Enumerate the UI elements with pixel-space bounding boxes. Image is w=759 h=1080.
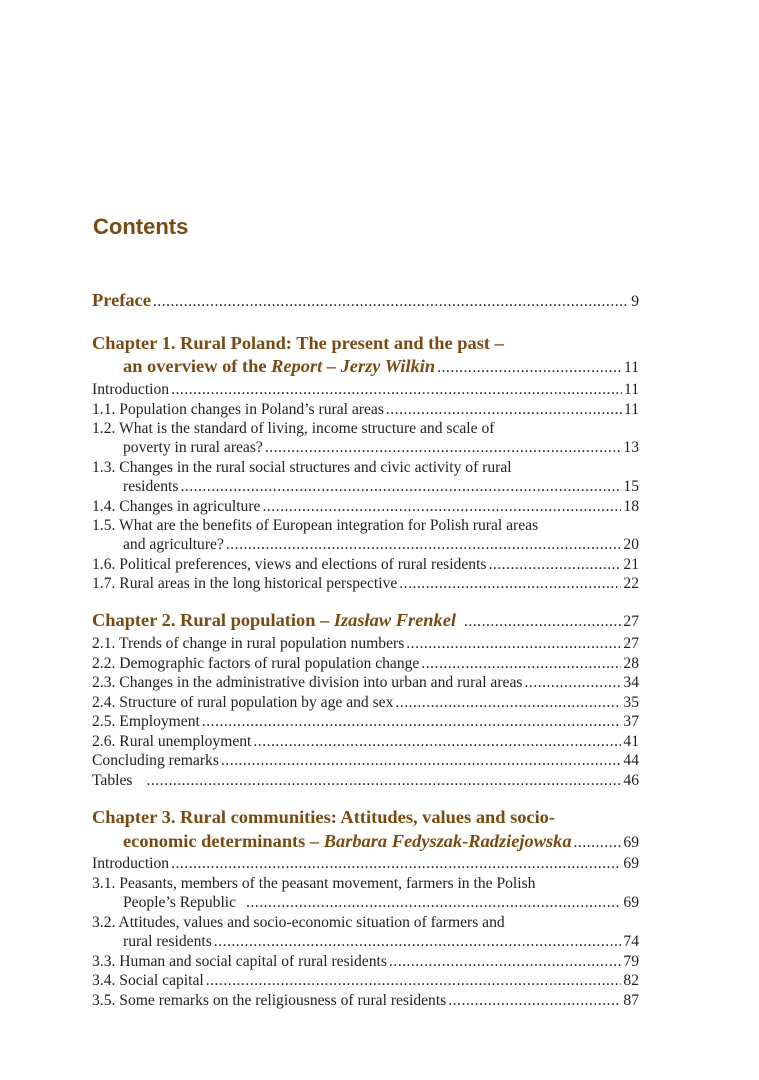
toc-entry[interactable] — [92, 556, 639, 574]
entry-label: 2.1. Trends of change in rural population numbers — [92, 635, 405, 652]
page-number: 28 — [623, 655, 639, 672]
page-number: 15 — [623, 478, 639, 495]
toc-entry[interactable] — [92, 478, 639, 496]
chapter-author: Izasław Frenkel — [333, 610, 456, 630]
dot-leader — [574, 834, 622, 852]
entry-label: Concluding remarks — [92, 752, 219, 769]
dot-leader — [253, 733, 621, 751]
chapter-author: Report – Jerzy Wilkin — [271, 356, 436, 376]
dot-leader — [171, 381, 622, 399]
dot-leader — [448, 992, 621, 1010]
dot-leader — [386, 401, 622, 419]
toc-entry-line[interactable]: 1.5. What are the benefits of European integration for Polish rural areas — [92, 517, 539, 534]
page-number: 69 — [623, 834, 639, 851]
entry-label: rural residents — [123, 933, 212, 950]
entry-label: Tables — [92, 772, 133, 789]
entry-label: People’s Republic — [123, 894, 237, 911]
toc-entry[interactable] — [92, 381, 639, 399]
toc-entry[interactable] — [92, 439, 639, 457]
toc-entry[interactable] — [92, 752, 639, 770]
page-number: 79 — [623, 953, 639, 970]
page-number: 46 — [623, 772, 639, 789]
page-number: 20 — [623, 536, 639, 553]
entry-label: 1.7. Rural areas in the long historical perspective — [92, 575, 398, 592]
dot-leader — [180, 478, 621, 496]
entry-label: Introduction — [92, 855, 170, 872]
entry-label: 2.3. Changes in the administrative division into urban and rural areas — [92, 674, 523, 691]
toc-entry[interactable] — [92, 674, 639, 692]
page-number: 21 — [623, 556, 639, 573]
entry-label: residents — [123, 478, 179, 495]
page-number: 44 — [623, 752, 639, 769]
chapter-3-heading-cont[interactable] — [92, 831, 639, 852]
toc-entry[interactable] — [92, 713, 639, 731]
toc-entry[interactable] — [92, 498, 639, 516]
dot-leader — [437, 359, 622, 377]
entry-label: 3.4. Social capital — [92, 972, 204, 989]
entry-label: 2.6. Rural unemployment — [92, 733, 252, 750]
entry-label: 1.1. Population changes in Poland’s rural areas — [92, 401, 384, 418]
toc-entry[interactable] — [92, 953, 639, 971]
chapter-author: Barbara Fedyszak-Radziejowska — [323, 831, 572, 851]
toc-entry-line[interactable]: 3.1. Peasants, members of the peasant movement, farmers in the Polish — [92, 875, 536, 892]
page-number: 41 — [623, 733, 639, 750]
page-number: 27 — [623, 613, 639, 630]
entry-label: 1.4. Changes in agriculture — [92, 498, 261, 515]
chapter-1-heading-cont[interactable] — [92, 356, 639, 377]
toc-entry[interactable] — [92, 694, 639, 712]
entry-label: 2.4. Structure of rural population by age and sex — [92, 694, 394, 711]
toc-entry[interactable] — [92, 772, 639, 790]
chapter-2-heading[interactable] — [92, 610, 639, 631]
entry-label: 3.5. Some remarks on the religiousness of rural residents — [92, 992, 447, 1009]
page-title: Contents — [93, 214, 189, 239]
entry-label: Introduction — [92, 381, 170, 398]
page-number: 69 — [623, 855, 639, 872]
dot-leader — [221, 752, 622, 770]
dot-leader — [406, 635, 621, 653]
dot-leader — [226, 536, 622, 554]
page-number: 18 — [623, 498, 639, 515]
toc-entry[interactable] — [92, 972, 639, 990]
page-number: 9 — [631, 293, 639, 310]
dot-leader — [265, 439, 622, 457]
page-number: 87 — [623, 992, 639, 1009]
toc-entry[interactable] — [92, 655, 639, 673]
page-number: 82 — [623, 972, 639, 989]
page-number: 22 — [623, 575, 639, 592]
page-number: 35 — [623, 694, 639, 711]
dot-leader — [464, 613, 621, 631]
toc-entry[interactable] — [92, 536, 639, 554]
dot-leader — [206, 972, 622, 990]
toc-entry-preface[interactable] — [92, 290, 639, 311]
toc-entry[interactable] — [92, 992, 639, 1010]
chapter-1-heading[interactable]: Chapter 1. Rural Poland: The present and the past – — [92, 333, 504, 353]
page-number: 74 — [623, 933, 639, 950]
toc-entry-line[interactable]: 3.2. Attitudes, values and socio-economic situation of farmers and — [92, 914, 505, 931]
entry-label: economic determinants – Barbara Fedyszak-Radziejowska — [123, 831, 572, 851]
toc-entry[interactable] — [92, 933, 639, 951]
entry-label: 3.3. Human and social capital of rural residents — [92, 953, 387, 970]
dot-leader — [389, 953, 622, 971]
toc-entry[interactable] — [92, 635, 639, 653]
entry-label: 2.5. Employment — [92, 713, 200, 730]
page-number: 37 — [623, 713, 639, 730]
dot-leader — [262, 498, 621, 516]
entry-label: Preface — [92, 290, 151, 310]
dot-leader — [146, 772, 621, 790]
page-number: 69 — [623, 894, 639, 911]
dot-leader — [202, 713, 622, 731]
page-number: 13 — [623, 439, 639, 456]
entry-label: and agriculture? — [123, 536, 224, 553]
dot-leader — [524, 674, 621, 692]
page-number: 27 — [623, 635, 639, 652]
dot-leader — [171, 855, 621, 873]
entry-label: poverty in rural areas? — [123, 439, 263, 456]
entry-label: an overview of the Report – Jerzy Wilkin — [123, 356, 436, 376]
chapter-3-heading[interactable]: Chapter 3. Rural communities: Attitudes, values and socio- — [92, 807, 556, 827]
dot-leader — [214, 933, 622, 951]
dot-leader — [153, 293, 629, 311]
page-number: 34 — [623, 674, 639, 691]
dot-leader — [246, 894, 621, 912]
dot-leader — [395, 694, 621, 712]
entry-label: Chapter 2. Rural population – Izasław Frenkel — [92, 610, 456, 630]
entry-label: 1.6. Political preferences, views and elections of rural residents — [92, 556, 487, 573]
dot-leader — [399, 575, 621, 593]
toc-entry-line[interactable]: 1.3. Changes in the rural social structures and civic activity of rural — [92, 459, 512, 476]
toc-entry[interactable] — [92, 855, 639, 873]
toc-entry[interactable] — [92, 733, 639, 751]
toc-entry-line[interactable]: 1.2. What is the standard of living, income structure and scale of — [92, 420, 495, 437]
page-number: 11 — [623, 381, 639, 398]
toc-entry[interactable] — [92, 575, 639, 593]
entry-label: 2.2. Demographic factors of rural population change — [92, 655, 420, 672]
page-number: 11 — [623, 359, 639, 376]
dot-leader — [488, 556, 621, 574]
dot-leader — [421, 655, 621, 673]
toc-entry[interactable] — [92, 401, 639, 419]
page-number: 11 — [623, 401, 639, 418]
toc-entry[interactable] — [92, 894, 639, 912]
